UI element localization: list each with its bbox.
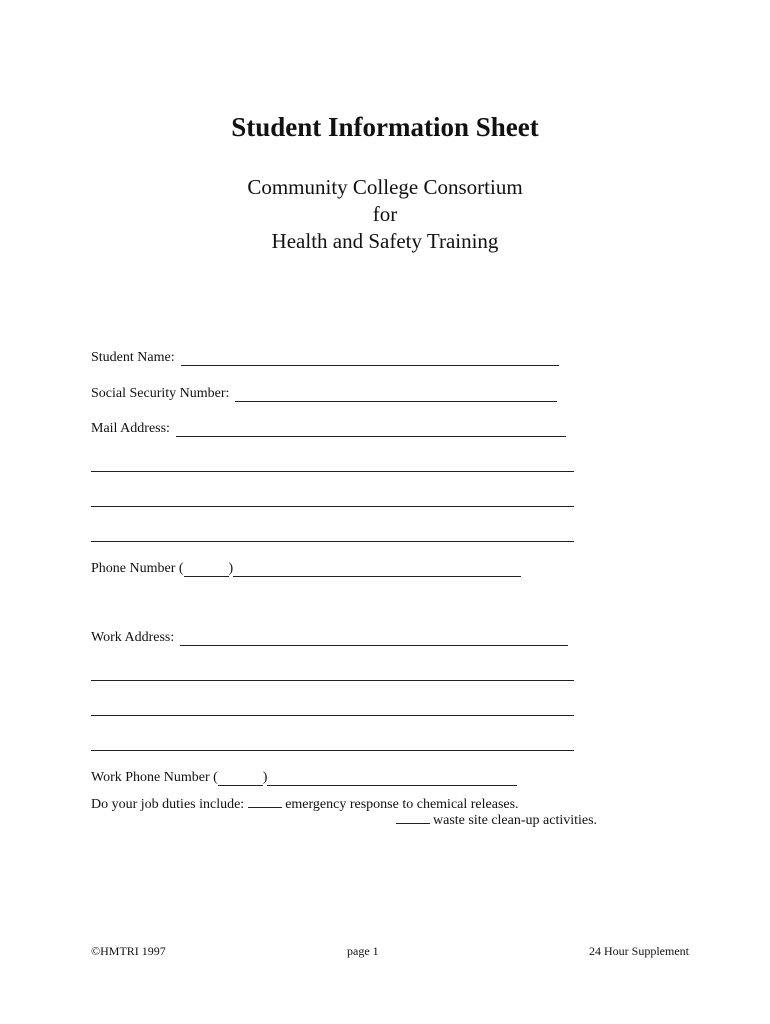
footer-page-number: page 1 — [347, 944, 379, 958]
emergency-response-option: emergency response to chemical releases. — [285, 797, 519, 812]
work-address-line-2[interactable] — [91, 679, 574, 681]
work-phone-number-line[interactable] — [267, 771, 517, 786]
subtitle-line-1: Community College Consortium — [247, 175, 523, 199]
subtitle-line-3: Health and Safety Training — [271, 229, 499, 253]
mail-address-line-4[interactable] — [91, 540, 574, 542]
ssn-label: Social Security Number: — [91, 386, 230, 401]
phone-number-line[interactable] — [233, 562, 521, 577]
work-phone-label: Work Phone Number ( — [91, 770, 218, 785]
waste-site-checkline[interactable] — [396, 811, 430, 824]
work-address-line-4[interactable] — [91, 749, 574, 751]
work-phone-area-code-line[interactable] — [218, 771, 263, 786]
work-phone-field — [91, 770, 517, 786]
phone-paren-close: ) — [228, 561, 234, 576]
mail-address-label: Mail Address: — [91, 421, 170, 436]
student-name-line[interactable] — [181, 351, 559, 366]
mail-address-line[interactable] — [176, 422, 566, 437]
footer-copyright: ©HMTRI 1997 — [91, 944, 166, 958]
phone-number-field — [91, 561, 521, 577]
job-duties-question — [91, 795, 598, 828]
ssn-line[interactable] — [235, 387, 557, 402]
emergency-response-checkline[interactable] — [248, 795, 282, 808]
duties-question-label: Do your job duties include: — [91, 797, 245, 812]
mail-address-line-3[interactable] — [91, 505, 574, 507]
phone-number-label: Phone Number ( — [91, 561, 184, 576]
page-title: Student Information Sheet — [231, 112, 539, 142]
work-address-line-3[interactable] — [91, 714, 574, 716]
ssn-field — [91, 386, 557, 402]
subtitle-line-2: for — [372, 202, 398, 226]
student-name-label: Student Name: — [91, 350, 175, 365]
work-address-label: Work Address: — [91, 630, 175, 645]
waste-site-option: waste site clean-up activities. — [433, 813, 598, 828]
mail-address-field — [91, 421, 566, 437]
subtitle-block — [0, 174, 770, 255]
footer-supplement: 24 Hour Supplement — [589, 944, 689, 958]
duties-row-2 — [396, 811, 597, 829]
student-name-field — [91, 350, 559, 366]
work-address-field — [91, 630, 568, 646]
work-address-line[interactable] — [180, 631, 568, 646]
work-phone-paren-close: ) — [262, 770, 268, 785]
phone-area-code-line[interactable] — [184, 562, 229, 577]
mail-address-line-2[interactable] — [91, 470, 574, 472]
